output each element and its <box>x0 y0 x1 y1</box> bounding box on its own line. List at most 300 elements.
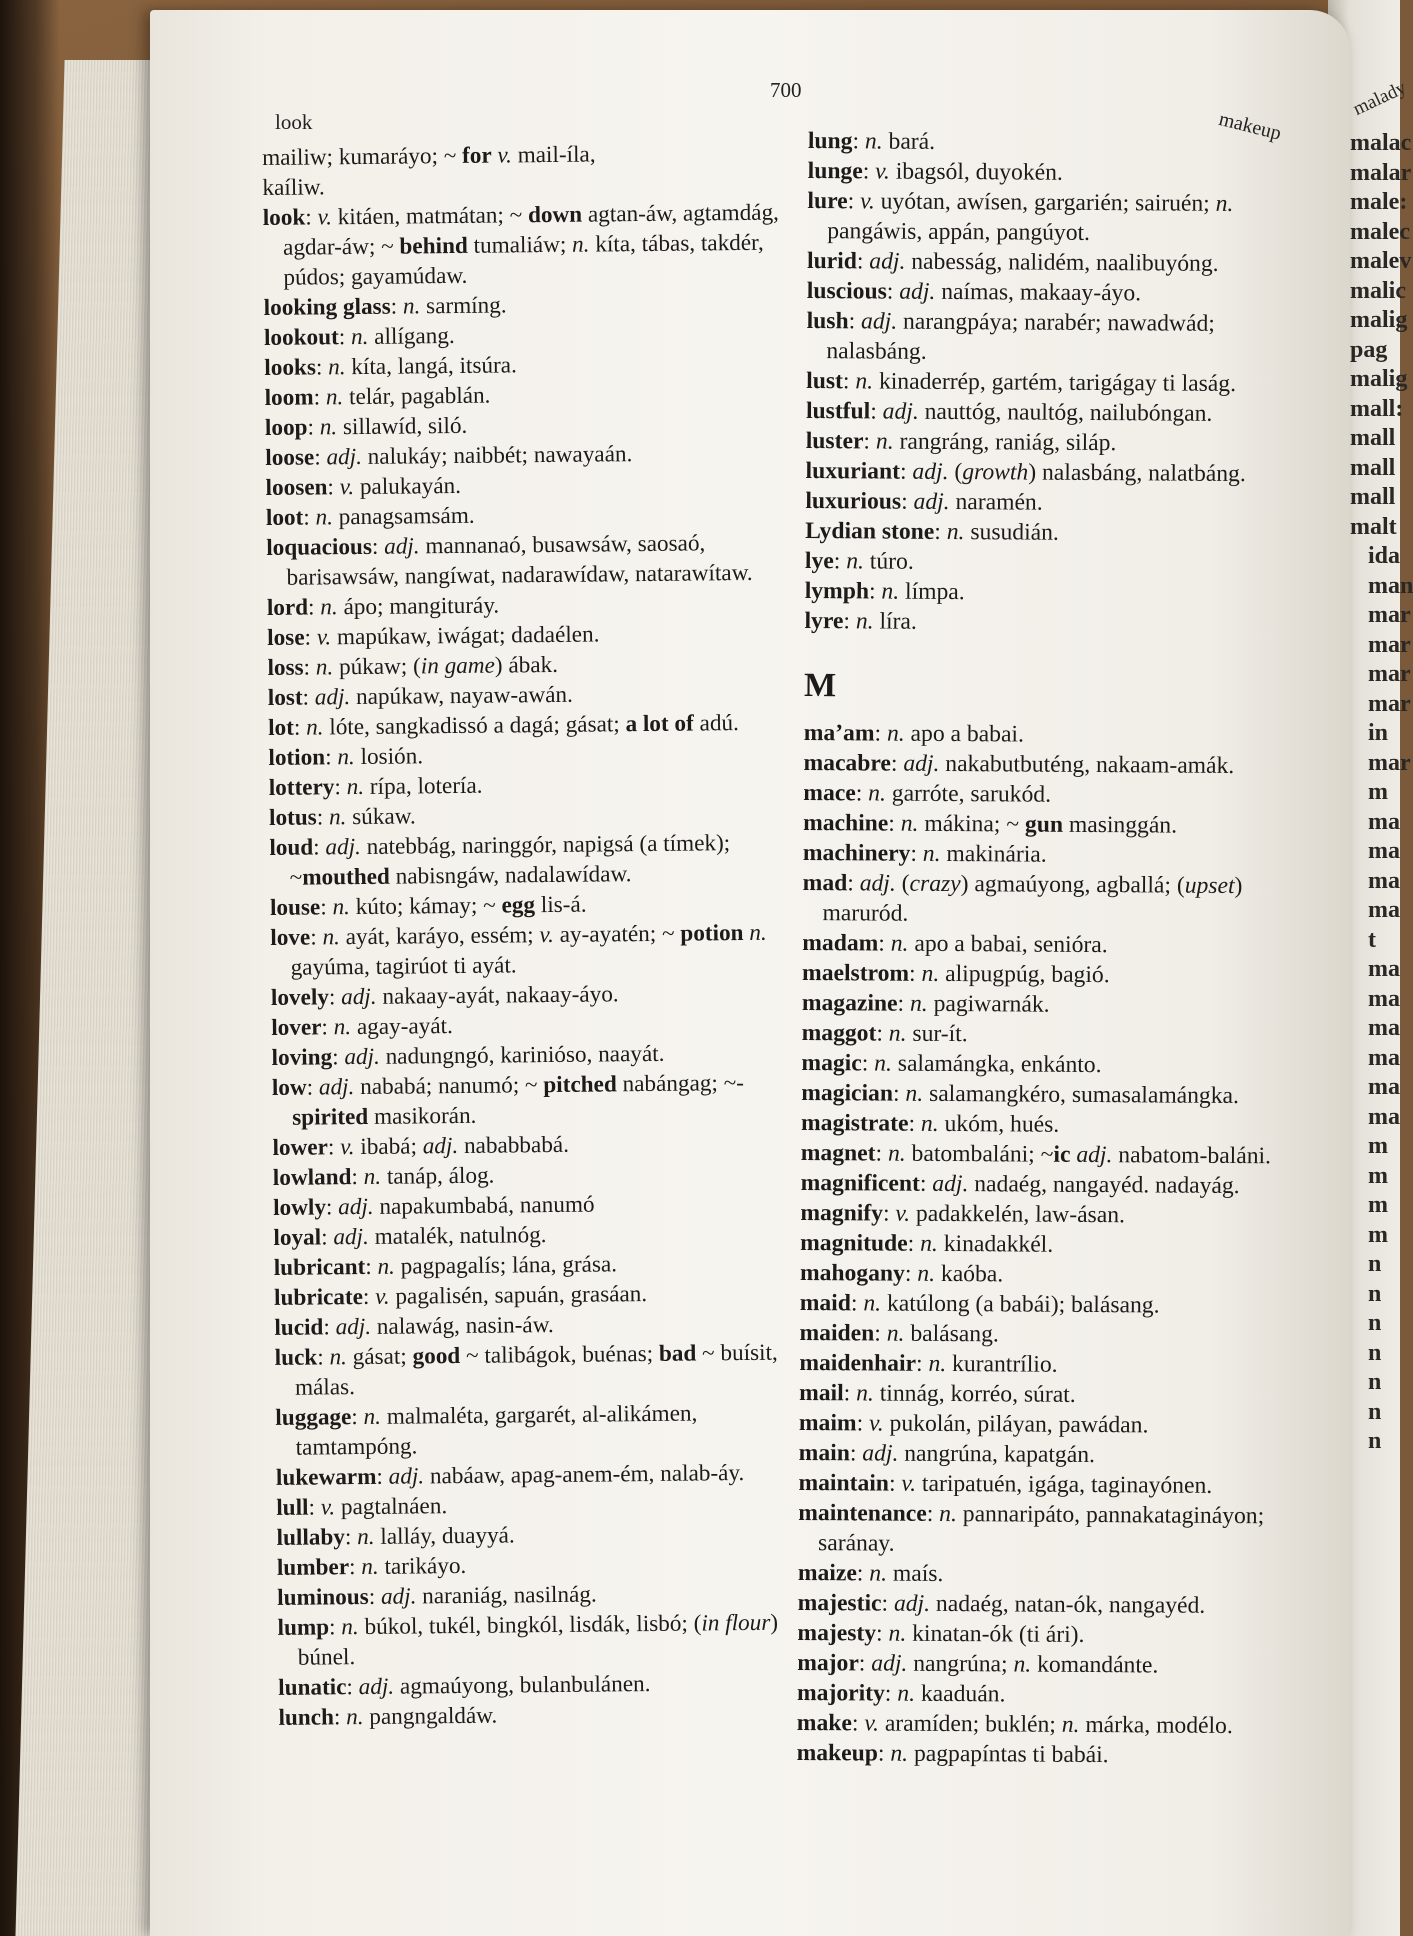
next-page-fragment: ma <box>1368 808 1400 835</box>
definition-text: losión. <box>354 743 424 771</box>
part-of-speech: adj. <box>335 1313 372 1341</box>
headword: lye <box>804 547 834 575</box>
definition-text: : <box>874 1320 887 1347</box>
definition-text: : <box>888 810 901 837</box>
headword: low <box>271 1074 307 1101</box>
definition-text: : <box>847 870 860 897</box>
headword: loose <box>265 444 315 471</box>
definition-text: : <box>926 1500 940 1527</box>
next-page-fragment: man <box>1368 572 1413 599</box>
part-of-speech: n. <box>888 1020 907 1047</box>
headword: magic <box>801 1049 862 1077</box>
dictionary-entry <box>797 1648 1297 1681</box>
dictionary-entry <box>802 958 1302 991</box>
dictionary-entry <box>800 1228 1300 1261</box>
definition-text: : <box>848 308 862 335</box>
definition-text: : <box>904 1260 918 1287</box>
dictionary-entry <box>800 1288 1300 1321</box>
definition-text: ) maruród. <box>822 872 1243 927</box>
definition-text: nangrúna, kapatgán. <box>898 1440 1096 1469</box>
definition-text: : <box>847 188 861 215</box>
headword: maggot <box>801 1019 877 1047</box>
part-of-speech: v. <box>320 1494 336 1521</box>
dictionary-entry <box>801 1168 1301 1201</box>
headword: lure <box>807 187 848 215</box>
definition-text: alipugpúg, bagió. <box>939 960 1110 989</box>
part-of-speech: v. <box>317 204 333 231</box>
definition-text: ápo; mangituráy. <box>337 592 500 621</box>
definition-text: sur-ít. <box>906 1020 968 1048</box>
dictionary-entry <box>798 1588 1298 1621</box>
headword: madam <box>802 929 879 957</box>
definition-text: : <box>313 834 326 861</box>
definition-text: : <box>327 474 340 501</box>
definition-text: apo a babai, senióra. <box>908 930 1108 959</box>
definition-text: salamángka, enkánto. <box>891 1050 1102 1079</box>
headword: lubricate <box>273 1284 364 1311</box>
guide-word-left: look <box>275 110 313 134</box>
headword: Lydian stone <box>805 517 935 545</box>
headword: lotion <box>268 744 326 771</box>
part-of-speech: n. <box>1215 190 1234 217</box>
definition-text: agmaúyong, bulanbulánen. <box>394 1671 651 1700</box>
headword: magnificent <box>800 1169 920 1197</box>
dictionary-entry <box>797 1678 1297 1711</box>
next-page-fragment: mall <box>1350 454 1396 481</box>
definition-text: : <box>320 894 333 921</box>
headword: maintain <box>798 1469 890 1497</box>
part-of-speech: n. <box>886 720 905 747</box>
definition-text: allígang. <box>368 322 455 350</box>
definition-text: naímas, makaay-áyo. <box>935 278 1142 307</box>
definition-text: mannanaó, busawsáw, saosaó, barisawsáw, nangíwat, nadarawídaw, natarawítaw. <box>286 530 753 591</box>
part-of-speech: n. <box>402 293 421 320</box>
part-of-speech: adj. <box>1076 1141 1113 1169</box>
part-of-speech: n. <box>341 1614 359 1641</box>
headword: lunge <box>807 157 863 185</box>
headword: lymph <box>804 577 870 605</box>
headword: lubricant <box>273 1253 366 1281</box>
part-of-speech: n. <box>890 930 909 957</box>
definition-text: mapúkaw, iwágat; dadaélen. <box>331 621 600 651</box>
definition-text: pukolán, piláyan, pawádan. <box>883 1410 1149 1439</box>
definition-text: naramén. <box>949 488 1043 516</box>
headword: magnitude <box>800 1229 908 1257</box>
headword: main <box>798 1439 850 1467</box>
definition-text: lalláy, duayyá. <box>374 1522 515 1550</box>
headword: maim <box>798 1409 857 1437</box>
definition-text: límpa. <box>899 578 965 606</box>
part-of-speech: v. <box>316 624 332 651</box>
headword: lowland <box>272 1164 352 1191</box>
next-page-fragment: malt <box>1350 513 1397 540</box>
headword: loud <box>269 834 314 861</box>
dictionary-entry <box>805 546 1305 579</box>
part-of-speech: n. <box>1013 1651 1032 1678</box>
part-of-speech: v. <box>860 188 875 215</box>
next-page-fragment: ma <box>1368 1044 1400 1071</box>
definition-text: : <box>351 1163 364 1191</box>
next-page-fragment: m <box>1368 779 1388 805</box>
definition-text: adú. <box>693 710 740 737</box>
part-of-speech: v. <box>375 1283 390 1310</box>
next-page-fragment: ma <box>1368 1103 1400 1130</box>
part-of-speech: n. <box>917 1260 936 1287</box>
definition-text: mail-íla, <box>511 141 596 169</box>
dictionary-entry <box>278 1697 798 1732</box>
definition-text: : <box>870 398 883 425</box>
part-of-speech: adj. <box>860 308 898 335</box>
dictionary-entry <box>801 1138 1301 1171</box>
definition-text: masinggán. <box>1062 811 1178 839</box>
headword: majority <box>796 1679 885 1707</box>
dictionary-entry <box>802 1018 1302 1051</box>
next-page-fragment: mall: <box>1350 395 1404 422</box>
part-of-speech: n. <box>363 1163 382 1190</box>
next-page-fragment: ma <box>1368 1015 1400 1041</box>
definition-text: : <box>302 684 315 711</box>
definition-text: komandánte. <box>1031 1651 1159 1679</box>
part-of-speech: adj. <box>358 1673 395 1701</box>
headword: majesty <box>797 1619 877 1647</box>
headword: lyre <box>804 607 844 635</box>
dictionary-entry <box>797 1708 1297 1741</box>
definition-text: : <box>346 1674 359 1701</box>
definition-text: kaaduán. <box>914 1680 1006 1708</box>
definition-text: pangáwis, appán, pangúyot. <box>827 218 1091 246</box>
definition-text: : <box>334 774 347 801</box>
headword: lump <box>277 1614 330 1641</box>
part-of-speech: n. <box>332 894 351 921</box>
definition-text: : <box>371 533 385 560</box>
headword: loop <box>264 414 308 441</box>
dictionary-entry <box>801 1048 1301 1081</box>
definition-text: ibabá; <box>354 1133 423 1161</box>
phrase: mouthed <box>302 863 390 891</box>
part-of-speech: adj. <box>384 533 420 560</box>
headword: looks <box>264 354 317 381</box>
part-of-speech: adj. <box>388 1463 425 1490</box>
headword: maintenance <box>798 1499 927 1527</box>
definition-text: : <box>910 840 923 867</box>
part-of-speech: n. <box>346 1704 364 1731</box>
part-of-speech: growth <box>962 459 1029 486</box>
definition-text: : <box>882 1200 896 1227</box>
definition-text: kinaderrép, gartém, tarigágay ti laság. <box>873 368 1237 397</box>
part-of-speech: n. <box>377 1253 396 1280</box>
definition-text: kurantrílio. <box>946 1350 1058 1378</box>
dictionary-entry <box>270 918 791 983</box>
definition-text: púkaw; ( <box>333 653 421 681</box>
definition-text: nabáaw, apag-anem-ém, nalab-áy. <box>424 1460 745 1490</box>
part-of-speech: v. <box>340 1134 355 1161</box>
part-of-speech: adj. <box>903 750 940 777</box>
dictionary-entry <box>266 528 787 593</box>
part-of-speech: v. <box>875 158 890 185</box>
definition-text: tinnág, korréo, súrat. <box>873 1380 1076 1408</box>
part-of-speech: adj. <box>913 488 950 515</box>
definition-text: : <box>863 428 877 455</box>
headword: loyal <box>273 1224 322 1251</box>
part-of-speech: n. <box>874 1050 893 1077</box>
definition-text: lis-á. <box>534 891 587 919</box>
definition-text: katúlong (a babái); balásang. <box>881 1290 1160 1319</box>
definition-text: pagpapíntas ti babái. <box>908 1740 1109 1769</box>
headword: mad <box>802 869 848 897</box>
headword: maid <box>799 1289 852 1317</box>
definition-text: garróte, sarukód. <box>885 780 1052 808</box>
definition-text: nangrúna; <box>907 1650 1014 1678</box>
part-of-speech: adj. <box>871 1650 908 1677</box>
definition-text: kaóba. <box>934 1260 1004 1288</box>
definition-text: : <box>876 1620 889 1647</box>
next-page-fragment: ma <box>1368 867 1400 894</box>
phrase: egg <box>501 892 536 919</box>
definition-text: : <box>888 1470 902 1497</box>
definition-text: kíta, langá, itsúra. <box>345 352 517 381</box>
definition-text: : <box>881 1590 895 1617</box>
definition-text: narangpáya; narabér; nawadwád; nalasbáng. <box>826 308 1215 365</box>
dictionary-entry <box>805 516 1305 549</box>
headword: lowly <box>273 1194 327 1221</box>
part-of-speech: v. <box>901 1470 917 1497</box>
dictionary-entry <box>799 1378 1299 1411</box>
definition-text: ) ábak. <box>494 651 559 679</box>
part-of-speech: upset <box>1184 872 1235 899</box>
part-of-speech: adj. <box>325 834 362 861</box>
next-page-fragment: malig <box>1350 307 1408 333</box>
definition-text: susudián. <box>964 519 1059 546</box>
part-of-speech: n. <box>320 594 338 621</box>
definition-text: : <box>878 930 891 957</box>
headword: loss <box>267 654 304 681</box>
headword: mahogany <box>799 1259 905 1287</box>
next-page-fragment: ma <box>1368 1074 1400 1100</box>
definition-text: kúto; kámay; ~ <box>349 892 502 921</box>
headword: mace <box>803 779 856 807</box>
part-of-speech: n. <box>888 1620 907 1647</box>
definition-text: : <box>338 324 352 351</box>
dictionary-entry <box>801 1108 1301 1141</box>
part-of-speech: n. <box>939 1500 958 1528</box>
headword: mail <box>799 1379 844 1407</box>
definition-text: márka, modélo. <box>1079 1711 1233 1740</box>
definition-text: nababbabá. <box>458 1131 570 1159</box>
phrase: good <box>412 1342 461 1370</box>
part-of-speech: crazy <box>909 870 961 898</box>
definition-text: : <box>304 624 317 651</box>
dictionary-entry <box>277 1607 798 1672</box>
definition-text: : <box>908 1110 922 1137</box>
part-of-speech: adj. <box>318 1074 355 1101</box>
next-page-fragment: ma <box>1368 956 1400 982</box>
definition-text: mákina; ~ <box>918 810 1026 838</box>
headword: maize <box>797 1559 857 1587</box>
headword: loom <box>264 384 314 411</box>
next-page-fragment: malar <box>1350 159 1412 186</box>
part-of-speech: n. <box>864 128 883 155</box>
headword: lunatic <box>278 1674 347 1701</box>
part-of-speech: n. <box>306 714 324 741</box>
definition-text: pagalisén, sapuán, grasáan. <box>389 1281 648 1310</box>
definition-text: palukayán. <box>353 472 462 501</box>
definition-text: : <box>874 720 888 747</box>
part-of-speech: n. <box>887 1140 906 1167</box>
headword: maelstrom <box>801 959 910 987</box>
next-page-fragment: ma <box>1368 897 1400 923</box>
part-of-speech: n. <box>315 654 334 681</box>
definition-text: : <box>362 1283 376 1311</box>
phrase: a lot of <box>625 710 694 738</box>
part-of-speech: v. <box>895 1200 911 1227</box>
definition-text: natebbág, naringgór, napigsá (a tímek); ~ <box>289 830 731 891</box>
definition-text: : <box>907 1230 921 1257</box>
part-of-speech: v. <box>868 1410 884 1437</box>
definition-text: nabatom-baláni. <box>1112 1142 1272 1170</box>
headword: lukewarm <box>275 1463 377 1491</box>
part-of-speech: n. <box>921 960 940 987</box>
definition-text: : <box>919 1170 933 1197</box>
definition-text: : <box>886 278 900 305</box>
headword: loquacious <box>266 533 373 561</box>
page-number: 700 <box>770 78 802 102</box>
definition-text: bará. <box>882 128 936 155</box>
part-of-speech: n. <box>855 368 874 395</box>
headword: magnet <box>800 1139 876 1167</box>
headword: macabre <box>803 749 892 777</box>
part-of-speech: n. <box>855 608 874 635</box>
definition-text: : <box>843 608 856 635</box>
headword: lookout <box>263 324 339 351</box>
definition-text: nabángag; ~- <box>616 1070 745 1098</box>
next-page-fragment: m <box>1368 1133 1388 1159</box>
part-of-speech: n. <box>946 518 965 546</box>
definition-text: mailiw; kumaráyo; ~ <box>262 142 463 171</box>
definition-text: napúkaw, nayaw-awán. <box>350 681 573 711</box>
headword: lunch <box>278 1704 335 1731</box>
definition-text: : <box>365 1253 378 1280</box>
definition-text: : <box>313 384 327 411</box>
definition-text: ibagsól, duyokén. <box>889 158 1063 186</box>
headword: looking glass <box>263 293 391 321</box>
definition-text: : <box>321 1014 334 1041</box>
dictionary-entry <box>800 1198 1300 1231</box>
headword: lower <box>272 1134 329 1161</box>
part-of-speech: n. <box>329 1344 348 1371</box>
part-of-speech: adj. <box>380 1583 417 1610</box>
headword: luxurious <box>805 487 902 515</box>
dictionary-entry <box>805 576 1305 609</box>
definition-text: nababá; nanumó; ~ <box>354 1072 544 1101</box>
definition-text: nadaég, natan-ók, nangayéd. <box>929 1590 1206 1619</box>
definition-text: agtan-áw, agtamdág, agdar-áw; ~ <box>282 199 780 261</box>
definition-text: : <box>842 368 856 395</box>
definition-text: nakaay-ayát, nakaay-áyo. <box>376 981 619 1010</box>
definition-text: : <box>856 1560 870 1587</box>
next-page-fragment: n <box>1368 1280 1382 1307</box>
phrase: gun <box>1024 811 1064 838</box>
headword: luscious <box>806 277 887 305</box>
next-page-fragment: mar <box>1368 602 1411 628</box>
definition-text: ay-ayatén; ~ <box>553 920 681 948</box>
next-page-fragment: mall <box>1350 484 1396 510</box>
definition-text: tarikáyo. <box>378 1552 467 1580</box>
headword: luxuriant <box>805 457 901 485</box>
part-of-speech: n. <box>846 548 865 575</box>
part-of-speech: in game <box>420 652 495 680</box>
definition-text: : <box>314 444 327 471</box>
definition-text: padakkelén, law-ásan. <box>909 1200 1126 1229</box>
dictionary-entry <box>807 246 1307 279</box>
headword: luggage <box>275 1404 352 1431</box>
headword: lust <box>806 367 844 395</box>
definition-text: pagtalnáen. <box>335 1493 448 1521</box>
definition-text: gayúma, tagirúot ti ayát. <box>290 952 517 981</box>
headword: look <box>262 204 306 231</box>
headword: lucid <box>274 1314 324 1341</box>
dictionary-entry <box>799 1408 1299 1441</box>
definition-text: kinatan-ók (ti ári). <box>906 1620 1085 1648</box>
next-page-fragment: m <box>1368 1162 1388 1189</box>
headword: lung <box>807 127 853 155</box>
dictionary-entry <box>272 1068 793 1133</box>
part-of-speech: n. <box>363 1403 382 1431</box>
part-of-speech: n. <box>922 840 941 867</box>
dictionary-entry <box>799 1318 1299 1351</box>
definition-text: : <box>376 1463 389 1490</box>
dictionary-entry <box>275 1337 796 1402</box>
definition-text: : <box>856 1410 870 1437</box>
part-of-speech: v. <box>339 474 355 501</box>
definition-text: pagpagalís; lána, grása. <box>394 1251 618 1280</box>
definition-text: : <box>890 750 904 777</box>
definition-text: nabesság, nalidém, naalibuyóng. <box>905 248 1219 277</box>
part-of-speech: adj. <box>859 870 896 897</box>
next-page-fragment: n <box>1368 1310 1382 1336</box>
definition-text: : <box>390 293 404 320</box>
definition-text: aramíden; buklén; <box>878 1710 1062 1738</box>
headword: maiden <box>799 1319 875 1347</box>
part-of-speech: n. <box>333 1014 352 1041</box>
headword: lush <box>806 307 849 335</box>
definition-text: tumaliáw; <box>467 231 573 259</box>
definition-text: sillawíd, siló. <box>337 412 468 441</box>
definition-text: pannaripáto, pannakatagináyon; saránay. <box>818 1501 1265 1557</box>
headword: loving <box>271 1044 333 1071</box>
next-page-fragment: m <box>1368 1221 1388 1248</box>
definition-text: : <box>351 1404 364 1431</box>
part-of-speech: adj. <box>862 1440 899 1467</box>
definition-text: : <box>368 1583 382 1610</box>
part-of-speech: n. <box>886 1320 905 1347</box>
phrase: down <box>527 201 583 229</box>
dictionary-entry <box>798 1498 1298 1561</box>
dictionary-entry <box>806 396 1306 429</box>
part-of-speech: adj. <box>344 1043 380 1071</box>
definition-text: : <box>317 1344 330 1371</box>
definition-text: túro. <box>863 548 914 575</box>
part-of-speech: n. <box>325 384 344 411</box>
definition-text: agay-ayát. <box>350 1013 453 1041</box>
dictionary-entry <box>805 456 1305 489</box>
part-of-speech: adj. <box>869 248 906 275</box>
dictionary-entry <box>802 988 1302 1021</box>
definition-text: gásat; <box>346 1343 413 1371</box>
headword: magnify <box>800 1199 884 1227</box>
definition-text: uyótan, awísen, gargarién; sairuén; <box>874 188 1216 217</box>
dictionary-entry <box>800 1258 1300 1291</box>
definition-text: ~ talibágok, buénas; <box>460 1340 660 1369</box>
